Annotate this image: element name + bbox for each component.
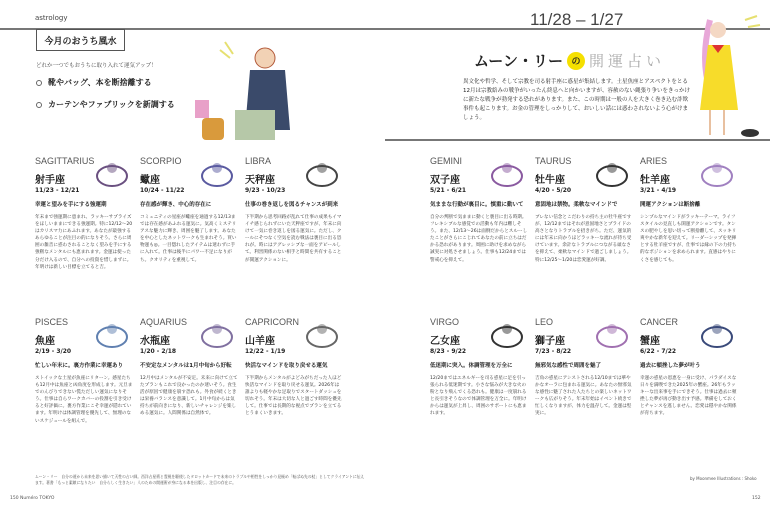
sign-body: ブレない信念とこだわりの持ち主の牡牛座ですが、12/12まではそれが意固地さとプライドの高さとなりトラブルを招きがち。ただ、運気的には年末に向かうほどラッキーな流れが待ち受けています。余計なトラブルにつながる頑なさを抑えて、柔軟なマインドで過ごしましょう。特に12/25〜1/20は恋愛運が好調。 (535, 215, 632, 263)
sign-body: 下半期から思考回路が乱れて仕事の成果もイマイチ感じられずにいた天秤座ですが、年末に向けて一気に巻き返しを図る運気に。ただし、クールにそつなく空気を読む戦法は裏目に出る恐れが。時にはアグレッシブな一面をアピールして。利害関係のない相手と時間を共有することが開運アクションに。 (245, 215, 342, 263)
sign-dates: 2/19 - 3/20 (35, 348, 72, 355)
sign-body: 12月中はメンタルが不安定。未来に向けて立てたプランもこれで良かったのか迷いそう。食生活が原因で健康を崩す恐れも。外食が続くときは栄養バランスを意識して。1月中旬からは気持ちが前向きになり、新しいチャレンジを楽しめる運気に。人間関係は自然体で。 (140, 376, 238, 417)
page-number-right: 152 (752, 496, 761, 501)
sign-headline: 開運アクションは断捨離 (640, 202, 701, 208)
scorpio-illustration-icon (195, 154, 240, 194)
leo-illustration-icon (590, 315, 635, 355)
sign-dates: 5/21 - 6/21 (430, 187, 467, 194)
sign-english-name: LIBRA (245, 156, 272, 166)
capricorn-illustration-icon (300, 315, 345, 355)
section-label: astrology (35, 14, 68, 22)
fengshui-subtitle: どれか一つでもおうちに取り入れて運気アップ！ (36, 63, 157, 69)
sign-english-name: LEO (535, 317, 554, 327)
sign-body: 幸運の惑星の恩恵を一身に受け、パラダイスな日々を満喫できた2025年の蟹座。26年もラッキーな出来事を手にできそう。仕事は過去に頓挫した夢が再び動き出す予感。準備をしておくとチャンスを逃しません。恋愛は穏やかな関係が育ちます。 (640, 376, 737, 417)
sign-body: コミュニティの星座が蠍座を通過する12/13までは存在感があふれる運気に。気高くミステリアスな魅力に輝き、周囲を魅了します。あなたを中心としたネットワークも生まれそう。買い物運も◎。一目惚れしたアイテムは迷わずに手に入れて。仕事は後半にパワー不足になりがち。クオリティを重視して。 (140, 215, 237, 263)
sign-japanese-name: 双子座 (430, 175, 460, 186)
page-number-left: 150 Numéro TOKYO (10, 496, 55, 501)
sign-dates: 3/21 - 4/19 (640, 187, 677, 194)
aquarius-illustration-icon (195, 315, 240, 355)
sign-japanese-name: 蠍座 (140, 175, 160, 186)
sign-headline: 存在感が輝き、中心的存在に (140, 202, 212, 208)
sign-english-name: AQUARIUS (140, 317, 188, 327)
libra-illustration-icon (300, 154, 345, 194)
date-range: 11/28 – 1/27 (530, 10, 624, 29)
sign-headline: 低迷期に突入。体調管理を万全に (430, 363, 513, 369)
sign-english-name: VIRGO (430, 317, 460, 327)
sign-japanese-name: 乙女座 (430, 336, 460, 347)
woman-with-bags-illustration (190, 40, 305, 145)
sign-body: ストイックな土星が魚座にリターン。感星たちも12月中は魚座と凶角度を形成します。元旦までのんびりできない慌ただしい運気になりそう。仕事は自らワークカバーの役割を引き受けると好評価に。裏方作業にこそ幸運が隠れています。年明けは体調管理を優先して、無理のないスケジュールを組んで。 (35, 376, 133, 424)
sign-body: 年末まで強運期に恵まれ、ラッキーサプライズをほしいままにできる強運期。特に12/12〜20はカリスマ力にあふれます。あなたが最強するあらゆることが注目の的になりそう。さらに周囲の雑音に惑わされることなく望みを手にする強靭なメンタルにも恵まれます。金運は使った分だけ入るので、自分への投資を惜しまずに。年明けは新しい目標を立てると吉。 (35, 215, 133, 270)
sign-japanese-name: 魚座 (35, 336, 55, 347)
sign-body: シンプルなマインドがラッキーテーマ。ライフスタイルの見直しも開運アクションです。タンスの肥やしを思い切って断捨離して、スッキリ爽やかな新年を迎えて。リーダーシップを発揮とする牡羊座ですが、仕事では縁の下の力持ち的なポジションを求められます。直感はやりにくさを感じても。 (640, 215, 737, 263)
taurus-illustration-icon (590, 154, 635, 194)
sign-english-name: SCORPIO (140, 156, 182, 166)
intro-text: 異文化や哲学、そして宗教を司る射手座に惑星が集結します。土星魚座とアスペクトをとる12月は宗教絡みの戦争がいったん終息へと向かいますが、容赦のない縄張り争いをきっかけに新たな戦争が勃発する恐れがあります。また、この時期は一般の人を大きく巻き込む詐欺事件も起こります。お金の管理をしっかりして、おいしい話には惑わされないよう心がけましょう。 (463, 79, 691, 121)
sign-dates: 8/23 - 9/22 (430, 348, 467, 355)
sign-headline: 無邪気な感性で周囲を魅了 (535, 363, 602, 369)
woman-in-yellow-dress-illustration (690, 15, 770, 140)
sagittarius-illustration-icon (90, 154, 135, 194)
sign-english-name: SAGITTARIUS (35, 156, 95, 166)
sign-headline: 意固地は禁物。柔軟なマインドで (535, 202, 618, 208)
sign-japanese-name: 水瓶座 (140, 336, 170, 347)
sign-headline: 不安定なメンタルは1月中旬から好転 (140, 363, 232, 369)
sign-dates: 1/20 - 2/18 (140, 348, 177, 355)
sign-japanese-name: 天秤座 (245, 175, 275, 186)
pisces-illustration-icon (90, 315, 135, 355)
sign-japanese-name: 牡牛座 (535, 175, 565, 186)
sign-dates: 11/23 - 12/21 (35, 187, 80, 194)
sign-dates: 6/22 - 7/22 (640, 348, 677, 355)
sign-japanese-name: 獅子座 (535, 336, 565, 347)
fengshui-title: 今月のおうち風水 (36, 29, 125, 51)
sign-dates: 7/23 - 8/22 (535, 348, 572, 355)
sign-body: 吉角の惑星にアシストされる12/10までは華やかなオーラに包まれる運気に。あなたの無邪気な感性に魅了された人たちとの楽しいネットワークも広がりそう。年末年始はイベント続きで忙しくなりますが、体力を温存して。金運は堅実に。 (535, 376, 632, 417)
sign-headline: 過去に頓挫した夢が叶う (640, 363, 701, 369)
sign-dates: 10/24 - 11/22 (140, 187, 185, 194)
circle-bullet-icon (36, 80, 42, 86)
sign-headline: 気ままな行動が裏目に。慎重に動いて (430, 202, 524, 208)
sign-english-name: ARIES (640, 156, 668, 166)
sign-headline: 快活なマインドを取り戻せる運気 (245, 363, 328, 369)
sign-japanese-name: 山羊座 (245, 336, 275, 347)
sign-english-name: PISCES (35, 317, 69, 327)
sign-body: 下半期からメンタルがよどみがちだった人ほど快活なマインドを取り戻せる運気。2026年は誰よりも軽やかな足取りでスタートダッシュを切れそう。年末は大切な人と過ごす時間を優先して。仕事では長期的な視点でプランを立てるとうまくいきます。 (245, 376, 342, 417)
sign-body: 自分の判断で気ままに動くと裏目に出る時期。フレキシブルな感覚での活動も年内は難しそう。また、12/13〜26は面倒だからとスルーしたことがさらにこじれてあなたの前に立ちはだかる恐れがあります。周囲に助けを求めながら誠実に対処させましょう。仕事も12/24までは警戒心を抑えて。 (430, 215, 528, 263)
sign-headline: 幸運と望みを手にする強運期 (35, 202, 107, 208)
author-note: ムーン・リー 自分の道から未来を思い描いて天性の占い師。西洋占星術と霊視を駆使したタロットカードで未来のトラブルや相性をしっかり見極め「転ばぬ先の杖」としてクライアントに伝えます。著書「もっと素敵になりたい 自分らしく生きたい」人のための開運術が身になる本を出版し、注目の存在に。 (35, 474, 365, 485)
sign-japanese-name: 牡羊座 (640, 175, 670, 186)
fengshui-tip: カーテンやファブリックを新調する (36, 99, 175, 110)
cancer-illustration-icon (695, 315, 740, 355)
sign-dates: 4/20 - 5/20 (535, 187, 572, 194)
sign-japanese-name: 射手座 (35, 175, 65, 186)
aries-illustration-icon (695, 154, 740, 194)
credit: by Moonmee Illustrations : Shoko (690, 476, 757, 481)
sign-headline: 仕事の巻き返しを図るチャンスが到来 (245, 202, 339, 208)
sign-english-name: GEMINI (430, 156, 463, 166)
sign-headline: 忙しい年末に。裏方作業に幸運あり (35, 363, 124, 369)
sign-body: 12/20まではエネルギーを司る惑星に足を引っ張られる低迷期です。小さな悩みが大きな火の粉となり飛んでくる恐れも。健康は一度崩れると長引きそうなので体調管理を万全に。年明けからは運気が上昇し、周囲のサポートにも恵まれます。 (430, 376, 527, 417)
circle-bullet-icon (36, 102, 42, 108)
fengshui-tip: 靴やバッグ、本を断捨離する (36, 77, 152, 88)
sign-japanese-name: 蟹座 (640, 336, 660, 347)
gemini-illustration-icon (485, 154, 530, 194)
sign-dates: 12/22 - 1/19 (245, 348, 286, 355)
sign-dates: 9/23 - 10/23 (245, 187, 286, 194)
sign-english-name: TAURUS (535, 156, 572, 166)
page-title: ムーン・リー の 開運占い (474, 52, 665, 70)
sign-english-name: CANCER (640, 317, 679, 327)
virgo-illustration-icon (485, 315, 530, 355)
sign-english-name: CAPRICORN (245, 317, 300, 327)
